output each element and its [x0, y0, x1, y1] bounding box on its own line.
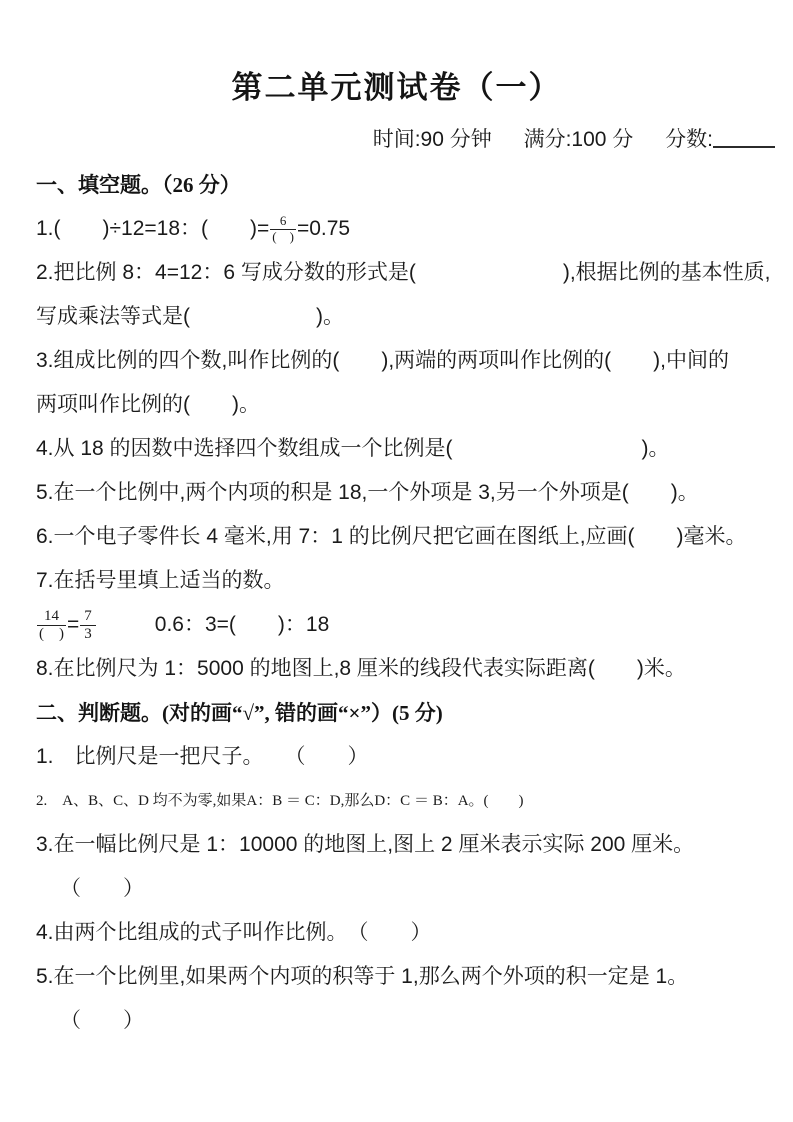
meta-full-score: 满分:100 分	[523, 128, 634, 151]
fill-q6: 6.一个电子零件长 4 毫米,用 7：1 的比例尺把它画在图纸上,应画( )毫米。	[36, 525, 747, 548]
judge-q3-answer-blank: （ ）	[60, 877, 144, 900]
fill-q1-post: =0.75	[296, 217, 351, 240]
fill-q7-fraction2	[80, 608, 96, 644]
paper-body	[0, 163, 793, 1043]
fill-q1-fraction-denominator: ( )	[272, 228, 294, 244]
fill-q7-expression: 0.6：3=( )：18	[154, 613, 330, 636]
fill-q7-fraction1-numerator: 14	[37, 608, 66, 626]
fill-q1-fraction-numerator: 6	[270, 214, 296, 230]
fill-q1-pre: 1.( )÷12=18：( )=	[36, 217, 270, 240]
fill-q7-fraction2-numerator: 7	[80, 608, 96, 626]
judge-q4: 4.由两个比组成的式子叫作比例。 （ ）	[36, 921, 432, 944]
fill-q7-label: 7.在括号里填上适当的数。	[36, 569, 285, 592]
fill-q7-content	[36, 603, 767, 647]
fill-q3-line2: 两项叫作比例的( )。	[36, 393, 260, 416]
fill-q7-equals: =	[67, 613, 80, 636]
score-blank-line	[713, 143, 775, 148]
fill-q7-fraction1	[37, 608, 66, 644]
fill-q2-line1: 2.把比例 8：4=12：6 写成分数的形式是( ),根据比例的基本性质,	[36, 261, 771, 284]
meta-score-label: 分数:	[665, 128, 713, 151]
fill-q1	[36, 207, 767, 251]
judge-section-heading: 二、判断题。(对的画“√”, 错的画“×”）(5 分)	[36, 701, 443, 725]
judge-q1: 1. 比例尺是一把尺子。 （ ）	[36, 745, 369, 768]
fill-section-heading: 一、填空题。（26 分）	[36, 173, 241, 197]
fill-q8: 8.在比例尺为 1：5000 的地图上,8 厘米的线段代表实际距离( )米。	[36, 657, 686, 680]
paper-title: 第二单元测试卷（一）	[231, 70, 562, 105]
meta-time: 时间:90 分钟	[372, 128, 492, 151]
fill-q1-fraction	[270, 214, 296, 245]
judge-q2: 2. A、B、C、D 均不为零,如果A：B ＝ C：D,那么D：C ＝ B：A。( )	[36, 793, 524, 809]
judge-q5-answer-blank: （ ）	[60, 1009, 144, 1032]
fill-q4: 4.从 18 的因数中选择四个数组成一个比例是( )。	[36, 437, 670, 460]
judge-q3-line1: 3.在一幅比例尺是 1：10000 的地图上,图上 2 厘米表示实际 200 厘米。	[36, 833, 695, 856]
fill-q7-fraction1-denominator: ( )	[39, 625, 64, 642]
exam-meta	[0, 123, 793, 153]
fill-q5: 5.在一个比例中,两个内项的积是 18,一个外项是 3,另一个外项是( )。	[36, 481, 699, 504]
fill-q2-line2: 写成乘法等式是( )。	[36, 305, 344, 328]
fill-q3-line1: 3.组成比例的四个数,叫作比例的( ),两端的两项叫作比例的( ),中间的	[36, 349, 729, 372]
fill-q7-fraction2-denominator: 3	[84, 625, 92, 642]
judge-q5-line1: 5.在一个比例里,如果两个内项的积等于 1,那么两个外项的积一定是 1。	[36, 965, 689, 988]
